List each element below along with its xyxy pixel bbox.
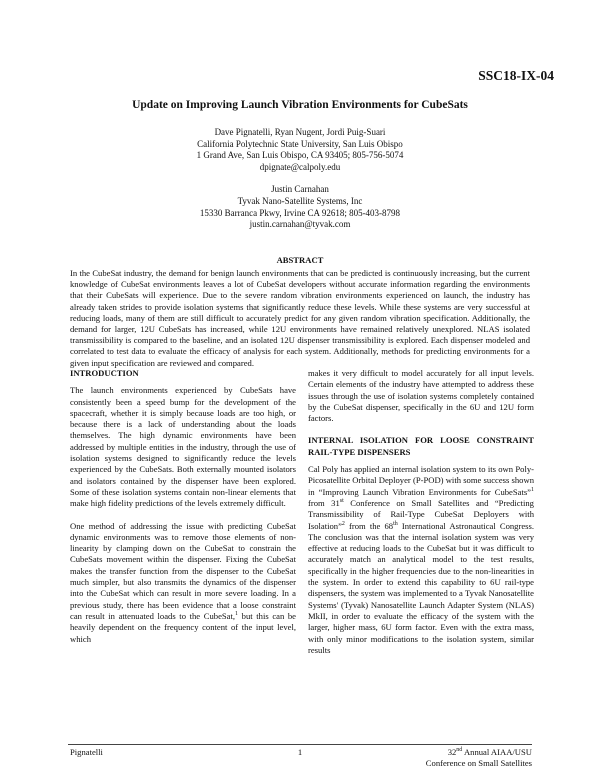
right-column	[308, 368, 534, 667]
page-number: 1	[297, 747, 303, 757]
intro-paragraph-continued: makes it very difficult to model accurately for all input levels. Certain elements of the industry have attempted to address these issues through the use of isolation systems completely contained by the CubeSat dispenser, specifically in the 6U and 12U form factors.	[308, 368, 534, 424]
author-names: Justin Carnahan	[271, 184, 329, 195]
author-address: 15330 Barranca Pkwy, Irvine CA 92618; 805-403-8798	[199, 207, 401, 218]
author-block	[0, 127, 600, 231]
footer-divider	[68, 744, 532, 745]
isolation-paragraph: Cal Poly has applied an internal isolation system to its own Poly-Picosatellite Orbital Deployer (P-POD) with some success shown in “Improving Launch Vibration Environments for CubeSats”$^1$ from 31st Conference on Small Satellites and “Predicting Transmissibility of Rail-Type CubeSat Deployers with Isolation”$^2$ from the 68th International Astronautical Congress. The conclusion was that the internal isolation system was very effective at reducing loads to the CubeSat but it was difficult to accurately match an analytical model to the test results, specifically in the higher frequencies due to the non-linearities in the system. In order to extend this capability to 6U rail-type dispensers, the system was implemented to a Tyvak Nanosatellite Systems' (Tyvak) Nanosatellite Launch Adapter System (NLAS) MkII, in order to evaluate the efficacy of the system with the larger, higher mass, 6U form factor. Even with the extra mass, with only minor modifications to the isolation system, similar results	[308, 464, 534, 655]
citation-superscript: 1	[235, 611, 239, 618]
abstract-heading: ABSTRACT	[276, 255, 324, 265]
author-address: 1 Grand Ave, San Luis Obispo, CA 93405; 805-756-5074	[196, 150, 404, 161]
paper-id: SSC18-IX-04	[478, 68, 554, 83]
author-affiliation: California Polytechnic State University, San Luis Obispo	[197, 138, 403, 149]
section-heading-introduction: INTRODUCTION	[70, 368, 139, 378]
author-email[interactable]: dpignate@calpoly.edu	[259, 161, 341, 172]
left-column	[70, 368, 296, 656]
section-heading-internal-isolation: INTERNAL ISOLATION FOR LOOSE CONSTRAINT RAIL-TYPE DISPENSERS	[308, 435, 534, 457]
footer-conference: 32nd Annual AIAA/USU Conference on Small Satellites	[425, 747, 532, 768]
paper-title: Update on Improving Launch Vibration Environments for CubeSats	[132, 99, 468, 111]
intro-paragraph-1: The launch environments experienced by CubeSats have consistently been a speed bump for the development of the spacecraft, whether it is simply because loads are too high, or because there is a lack of understanding about the loads themselves. The high dynamic environments have been addressed by multiple entities in the industry, through the use of isolation systems designed to significantly reduce the levels experienced by the CubeSats. Both externally mounted isolators and isolators contained by the dispenser have been explored. Some of these isolation systems contain non-linear elements that make high fidelity predictions of the levels extremely difficult.	[70, 385, 296, 509]
author-email[interactable]: justin.carnahan@tyvak.com	[249, 219, 351, 230]
footer-author: Pignatelli	[70, 747, 103, 757]
abstract-text: In the CubeSat industry, the demand for benign launch environments that can be predicted is continuously increasing, but the current knowledge of CubeSat environments leaves a lot of CubeSat developers without accurate information regarding the environments that their CubeSats will experience. Due to the severe random vibration environments experienced on launch, the industry has already taken strides to provide isolation systems that significantly reduce these levels. While these systems are very successful at reducing loads, many of them are still difficult to accurately predict for any given random vibration specification. Additionally, the demand for larger, 12U CubeSats has increased, while 12U environments have remained relatively unexplored. NLAS isolated transmissibility is compared to the baseline, and an isolated 12U dispenser transmissibility is explored. Each dispenser modeled and correlated to test data to evaluate the efficacy of analysis for each system. Additionally, methods for predicting environments for a given input specification are reviewed and compared.	[70, 268, 530, 368]
author-names: Dave Pignatelli, Ryan Nugent, Jordi Puig-Suari	[214, 127, 386, 137]
author-affiliation: Tyvak Nano-Satellite Systems, Inc	[237, 195, 363, 206]
intro-paragraph-2: One method of addressing the issue with predicting CubeSat dynamic environments was to remove those elements of non-linearity by clamping down on the CubeSat to constrain the CubeSats movement within the dispenser. Fixing the CubeSat makes the transfer function from the dispenser to the CubeSat much simpler, but also transmits the dynamics of the dispenser into the CubeSat which can result in more severe loading. In a previous study, there has been evidence that a loose constraint can result in attenuated loads to the CubeSat,$^1$ but this can be heavily dependent on the frequency content of the input level, which	[70, 520, 296, 644]
